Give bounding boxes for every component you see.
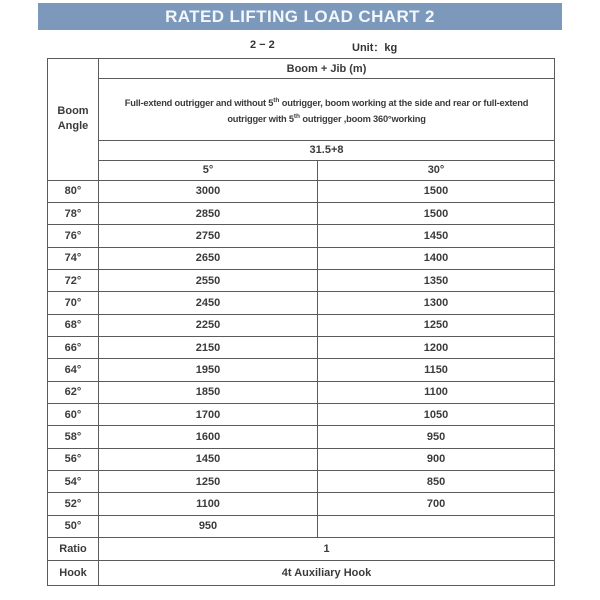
boom-angle-cell: 68° [48, 314, 99, 336]
page-title: RATED LIFTING LOAD CHART 2 [165, 6, 435, 26]
table-header-row [48, 59, 555, 79]
boom-angle-label-line1: Boom [57, 105, 89, 118]
load-value-30-cell: 1350 [318, 270, 555, 292]
load-value-30-cell: 950 [318, 426, 555, 448]
load-value-5-cell: 950 [99, 515, 318, 537]
table-row [48, 381, 555, 403]
ratio-label-cell: Ratio [48, 538, 99, 561]
load-value-30-cell: 1400 [318, 247, 555, 269]
boom-angle-header-cell [48, 59, 99, 181]
condition-text: outrigger, boom working at the side and rear or full-extend [279, 97, 529, 108]
condition-text: outrigger ,boom 360°working [299, 113, 426, 124]
working-condition-cell [99, 79, 555, 141]
boom-angle-cell: 62° [48, 381, 99, 403]
table-row [48, 337, 555, 359]
load-value-5-cell: 2450 [99, 292, 318, 314]
boom-angle-label-line2: Angle [57, 120, 89, 133]
load-value-5-cell: 1700 [99, 404, 318, 426]
table-row [48, 359, 555, 381]
ordinal-superscript: th [293, 112, 300, 120]
load-value-5-cell: 2750 [99, 225, 318, 247]
table-row [48, 225, 555, 247]
jib-angle-col-5-header: 5° [99, 160, 318, 180]
boom-angle-cell: 72° [48, 270, 99, 292]
boom-angle-cell: 50° [48, 515, 99, 537]
ratio-row [48, 538, 555, 561]
boom-angle-cell: 78° [48, 203, 99, 225]
load-value-30-cell: 1500 [318, 203, 555, 225]
boom-config-row [48, 141, 555, 160]
load-value-5-cell: 2250 [99, 314, 318, 336]
boom-angle-cell: 74° [48, 247, 99, 269]
load-value-30-cell: 1300 [318, 292, 555, 314]
hook-value-cell: 4t Auxiliary Hook [99, 561, 555, 586]
boom-angle-cell: 66° [48, 337, 99, 359]
load-value-5-cell: 3000 [99, 180, 318, 202]
table-row [48, 426, 555, 448]
boom-angle-cell: 70° [48, 292, 99, 314]
load-value-5-cell: 2650 [99, 247, 318, 269]
unit-label: Unit：kg [352, 42, 398, 54]
load-value-30-cell: 850 [318, 471, 555, 493]
table-row [48, 493, 555, 515]
condition-text: Full-extend outrigger and without 5 [124, 97, 274, 108]
load-value-5-cell: 1450 [99, 448, 318, 470]
table-row [48, 471, 555, 493]
load-value-5-cell: 1850 [99, 381, 318, 403]
table-row [48, 292, 555, 314]
ratio-value-cell: 1 [99, 538, 555, 561]
load-value-30-cell: 1250 [318, 314, 555, 336]
ordinal-superscript: th [273, 96, 280, 104]
load-value-30-cell: 1050 [318, 404, 555, 426]
boom-angle-cell: 64° [48, 359, 99, 381]
condition-line-1 [99, 94, 554, 110]
table-row [48, 203, 555, 225]
load-value-30-cell: 1500 [318, 180, 555, 202]
working-condition-row [48, 79, 555, 141]
table-row [48, 247, 555, 269]
condition-line-2 [99, 110, 554, 126]
title-banner [38, 3, 562, 30]
load-value-30-cell: 1150 [318, 359, 555, 381]
boom-angle-cell: 76° [48, 225, 99, 247]
load-value-5-cell: 2150 [99, 337, 318, 359]
boom-angle-cell: 80° [48, 180, 99, 202]
load-value-30-cell: 900 [318, 448, 555, 470]
load-value-5-cell: 1600 [99, 426, 318, 448]
hook-row [48, 561, 555, 586]
load-value-5-cell: 1250 [99, 471, 318, 493]
load-value-5-cell: 1950 [99, 359, 318, 381]
boom-angle-cell: 56° [48, 448, 99, 470]
hook-label-cell: Hook [48, 561, 99, 586]
boom-angle-cell: 52° [48, 493, 99, 515]
load-value-5-cell: 2550 [99, 270, 318, 292]
boom-config-cell: 31.5+8 [99, 141, 555, 160]
jib-angle-col-30-header: 30° [318, 160, 555, 180]
boom-angle-cell: 54° [48, 471, 99, 493]
table-row [48, 314, 555, 336]
boom-jib-header-cell: Boom + Jib (m) [99, 59, 555, 79]
load-value-30-cell: 1100 [318, 381, 555, 403]
table-row [48, 180, 555, 202]
load-value-5-cell: 2850 [99, 203, 318, 225]
jib-angle-columns-row [48, 160, 555, 180]
load-value-5-cell: 1100 [99, 493, 318, 515]
load-value-30-cell: 700 [318, 493, 555, 515]
load-value-30-cell: 1450 [318, 225, 555, 247]
load-value-30-cell [318, 515, 555, 537]
condition-text: outrigger with 5 [227, 113, 294, 124]
meta-line [0, 39, 600, 53]
load-value-30-cell: 1200 [318, 337, 555, 359]
chart-section-number: 2 − 2 [250, 39, 275, 51]
table-row [48, 515, 555, 537]
table-row [48, 448, 555, 470]
table-row [48, 270, 555, 292]
table-row [48, 404, 555, 426]
boom-angle-cell: 60° [48, 404, 99, 426]
load-chart-table [47, 58, 555, 586]
boom-angle-cell: 58° [48, 426, 99, 448]
